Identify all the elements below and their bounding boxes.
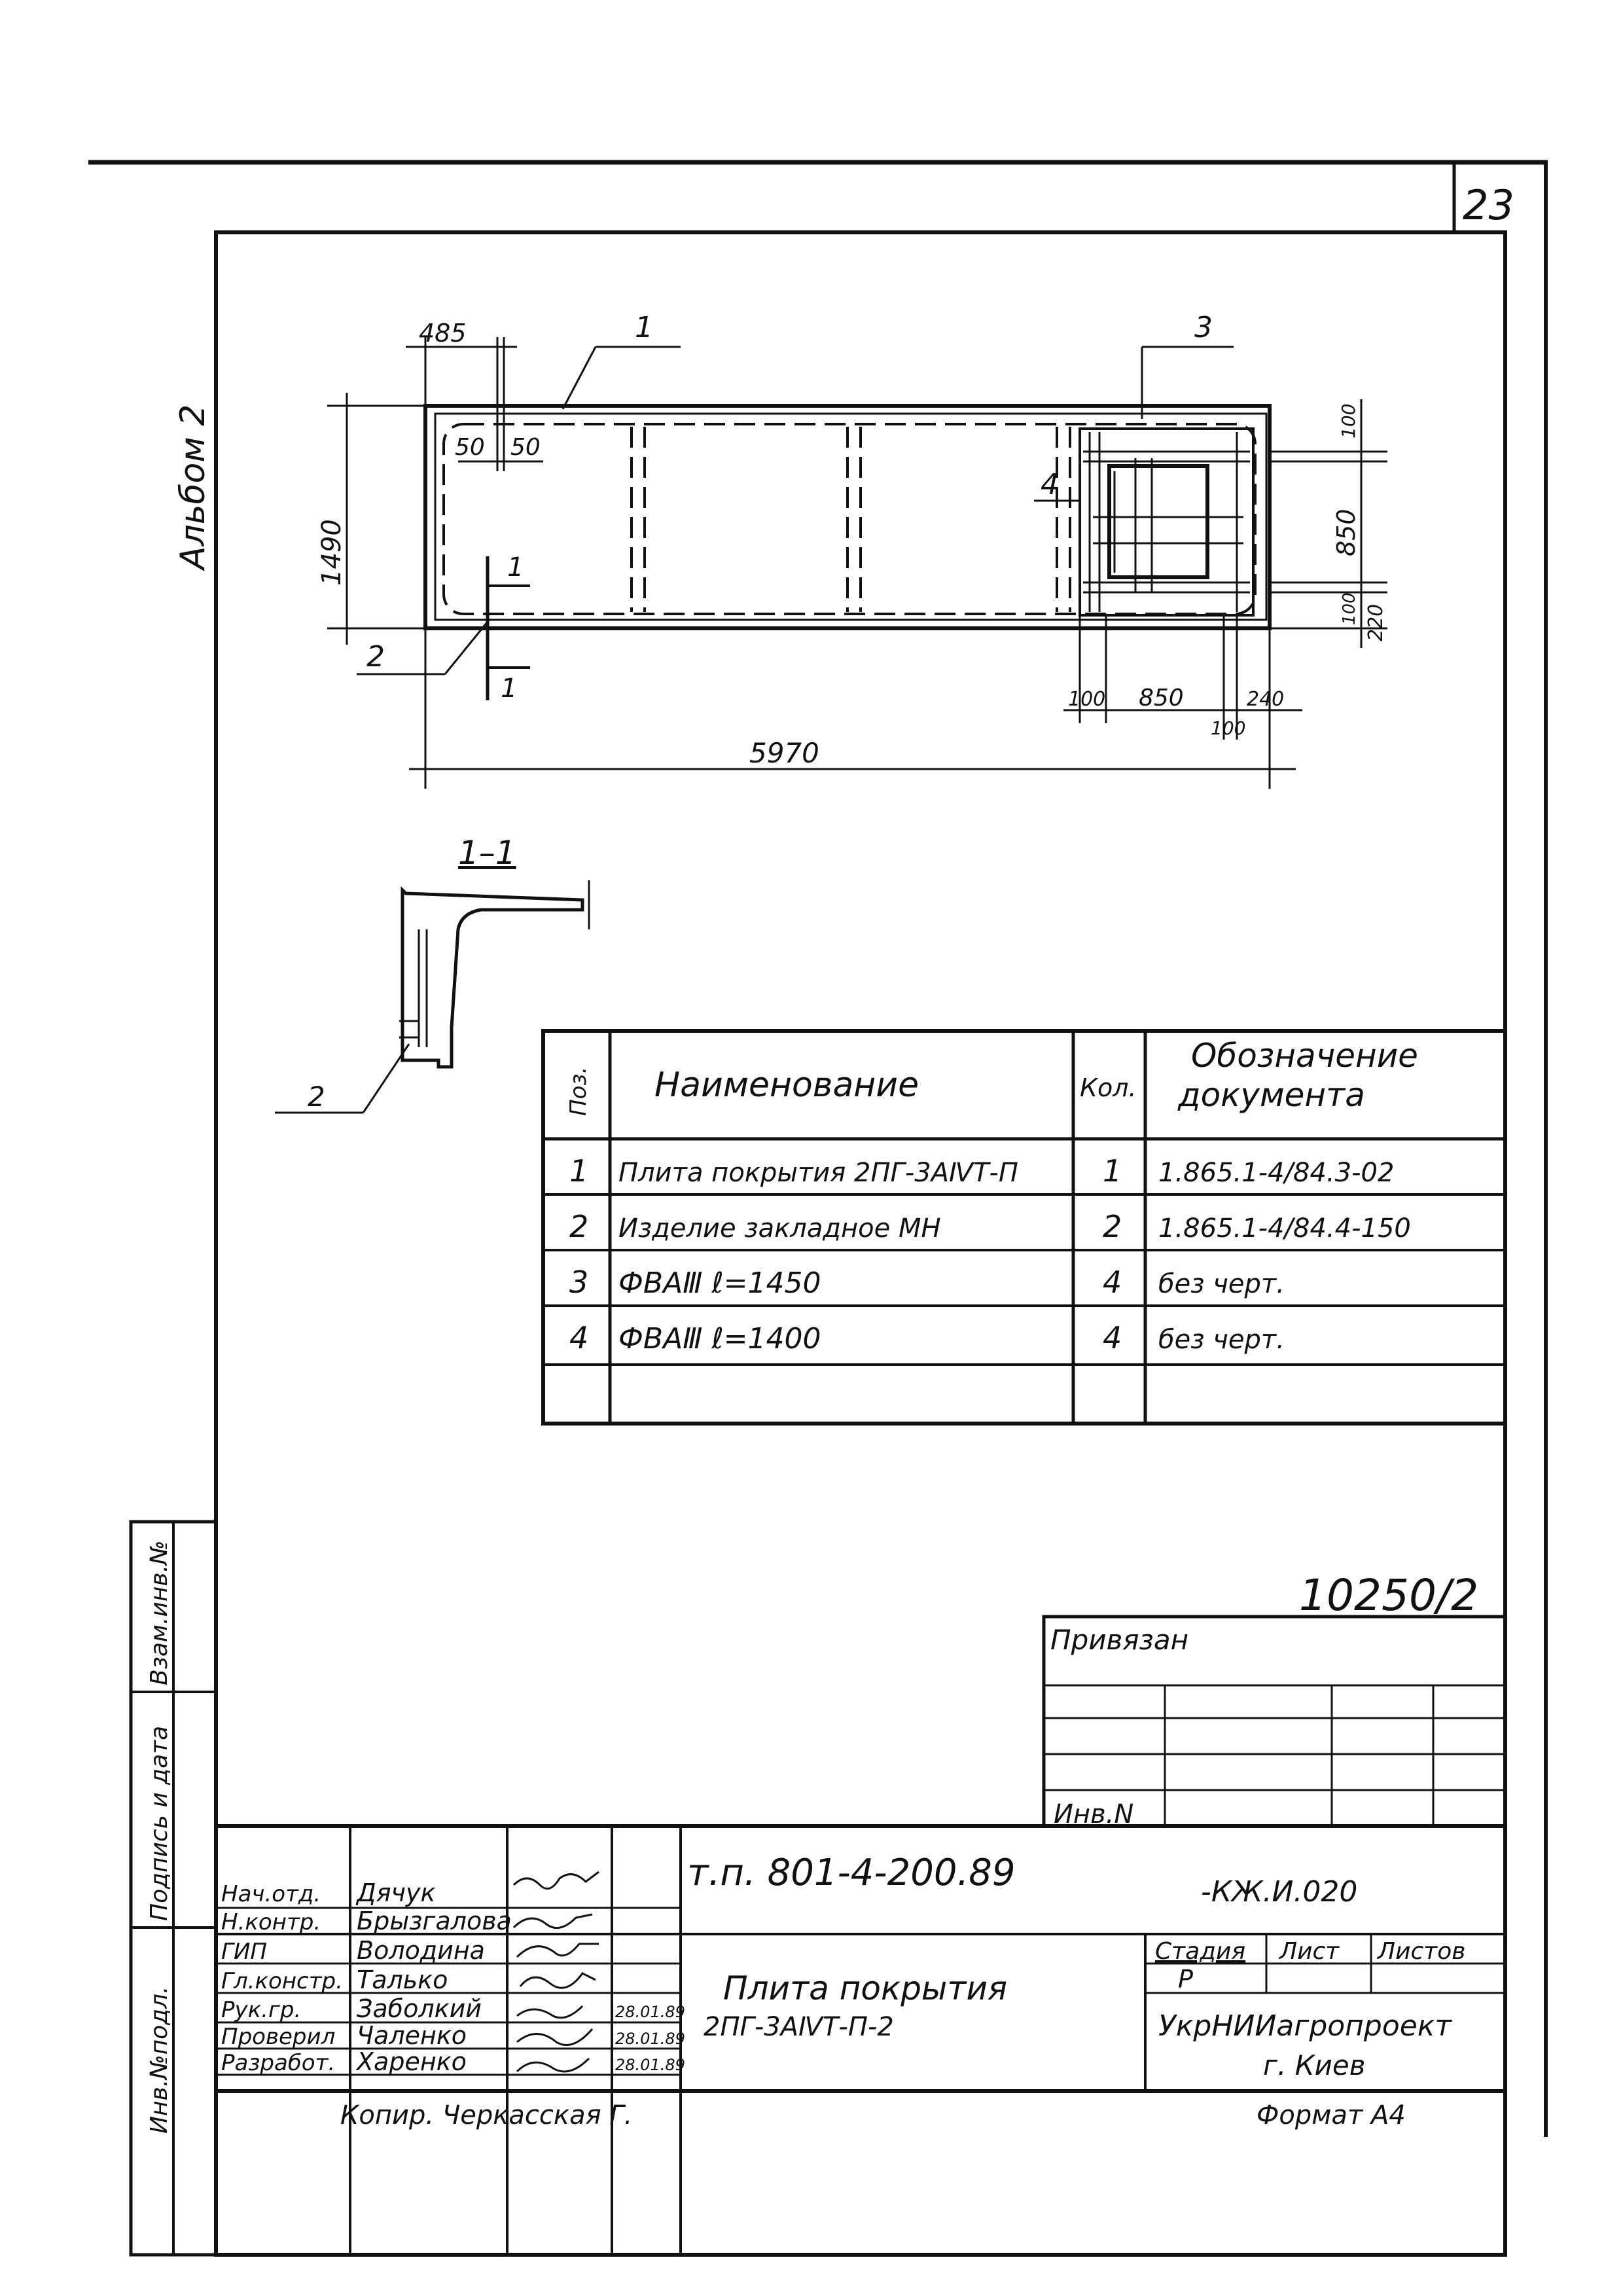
spec-row-pos: 2 <box>569 1209 589 1244</box>
dim-width: 1490 <box>317 519 347 586</box>
project-code: т.п. 801-4-200.89 <box>687 1852 1016 1894</box>
dim-top-offset: 485 <box>419 319 467 348</box>
dim-gap-left: 50 <box>455 434 485 461</box>
spec-row-name: ФВАⅢ ℓ=1400 <box>618 1322 821 1355</box>
role-title: Проверил <box>221 2024 336 2050</box>
dim-opening-right-edge: 220 <box>1364 603 1387 641</box>
section-mark-bottom: 1 <box>501 673 518 704</box>
doc-code: -КЖ.И.020 <box>1201 1875 1358 1909</box>
leader-item-4: 4 <box>1041 468 1059 501</box>
side-stamp-vzam-inv: Взам.инв.№ <box>146 1540 173 1685</box>
dim-opening-right-top: 100 <box>1338 403 1359 439</box>
spec-header-name: Наименование <box>654 1066 919 1105</box>
sheet-frame <box>88 162 1548 2137</box>
spec-row-qty: 4 <box>1103 1320 1122 1355</box>
dim-opening-bottom-width: 850 <box>1139 685 1184 711</box>
role-title: Разработ. <box>221 2050 336 2076</box>
binding-number: 10250/2 <box>1299 1570 1479 1621</box>
spec-header-doc: Обозначение документа <box>1178 1037 1418 1114</box>
role-date: 28.01.89 <box>615 2030 685 2048</box>
dim-opening-right-bottom: 100 <box>1340 592 1359 625</box>
side-stamp-sign-date: Подпись и дата <box>146 1725 173 1921</box>
role-title: Н.контр. <box>221 1909 321 1935</box>
role-name: Харенко <box>357 2047 467 2076</box>
spec-row-qty: 4 <box>1103 1265 1122 1300</box>
role-date: 28.01.89 <box>615 2056 685 2074</box>
spec-header-pos: Поз. <box>565 1066 592 1116</box>
spec-row-name: Плита покрытия 2ПГ-3АⅣТ-П <box>618 1158 1018 1188</box>
leader-item-1: 1 <box>635 311 653 344</box>
org-name: УкрНИИагропроект <box>1158 2009 1452 2043</box>
spec-row-doc: без черт. <box>1158 1325 1285 1355</box>
section-leader-2: 2 <box>308 1081 325 1113</box>
spec-row-pos: 4 <box>569 1320 589 1355</box>
spec-header-qty: Кол. <box>1080 1073 1137 1102</box>
spec-row-doc: без черт. <box>1158 1269 1285 1299</box>
binding-label: Привязан <box>1050 1624 1189 1656</box>
dim-opening-bottom-left: 100 <box>1068 688 1106 711</box>
role-date: 28.01.89 <box>615 2003 685 2021</box>
role-title: Гл.констр. <box>221 1968 343 1994</box>
dim-opening-right-height: 850 <box>1332 509 1361 556</box>
dim-gap-right: 50 <box>510 434 541 461</box>
dim-overall-length: 5970 <box>749 737 819 769</box>
spec-row-name: Изделие закладное МН <box>618 1213 941 1244</box>
spec-rows <box>569 1153 1411 1355</box>
org-city: г. Киев <box>1263 2049 1366 2081</box>
page-number: 23 <box>1463 181 1514 229</box>
stage-value: Р <box>1178 1965 1193 1994</box>
section-mark-top: 1 <box>507 552 524 583</box>
dim-opening-bottom-gap: 100 <box>1211 717 1246 739</box>
format-label: Формат А4 <box>1257 2100 1406 2130</box>
role-name: Заболкий <box>357 1994 482 2023</box>
spec-row-doc: 1.865.1-4/84.3-02 <box>1158 1158 1395 1188</box>
sheet-label: Лист <box>1279 1938 1340 1965</box>
role-name: Володина <box>357 1936 485 1965</box>
title-line-2: 2ПГ-3АⅣТ-П-2 <box>704 2012 894 2042</box>
album-label: Альбом 2 <box>173 404 213 569</box>
slab-plan <box>425 406 1270 628</box>
binding-inv-label: Инв.N <box>1054 1799 1134 1829</box>
dim-opening-bottom-right: 240 <box>1247 688 1285 711</box>
spec-row-name: ФВАⅢ ℓ=1450 <box>618 1266 821 1300</box>
spec-row-qty: 2 <box>1103 1209 1122 1244</box>
stage-label: Стадия <box>1155 1938 1246 1965</box>
role-name: Дячук <box>357 1878 436 1907</box>
role-title: Нач.отд. <box>221 1881 321 1907</box>
spec-row-pos: 1 <box>569 1153 589 1189</box>
side-stamp <box>131 1522 216 2255</box>
spec-row-doc: 1.865.1-4/84.4-150 <box>1158 1213 1411 1244</box>
spec-row-qty: 1 <box>1103 1153 1122 1189</box>
side-stamp-inv-podl: Инв.№подл. <box>146 1986 173 2134</box>
spec-row-pos: 3 <box>569 1265 589 1300</box>
role-title: ГИП <box>221 1939 267 1965</box>
role-name: Брызгалова <box>357 1907 512 1935</box>
title-line-1: Плита покрытия <box>723 1969 1008 2007</box>
role-name: Чаленко <box>357 2021 467 2050</box>
role-title: Рук.гр. <box>221 1997 302 2023</box>
sheets-label: Листов <box>1378 1938 1466 1965</box>
role-name: Талько <box>357 1965 448 1994</box>
copied-by: Копир. Черкасская Г. <box>340 2100 633 2130</box>
plan-leaders <box>357 347 1234 700</box>
leader-item-2: 2 <box>366 640 385 673</box>
leader-item-3: 3 <box>1194 311 1213 344</box>
signatures <box>514 1872 599 2072</box>
section-title: 1–1 <box>458 834 516 872</box>
